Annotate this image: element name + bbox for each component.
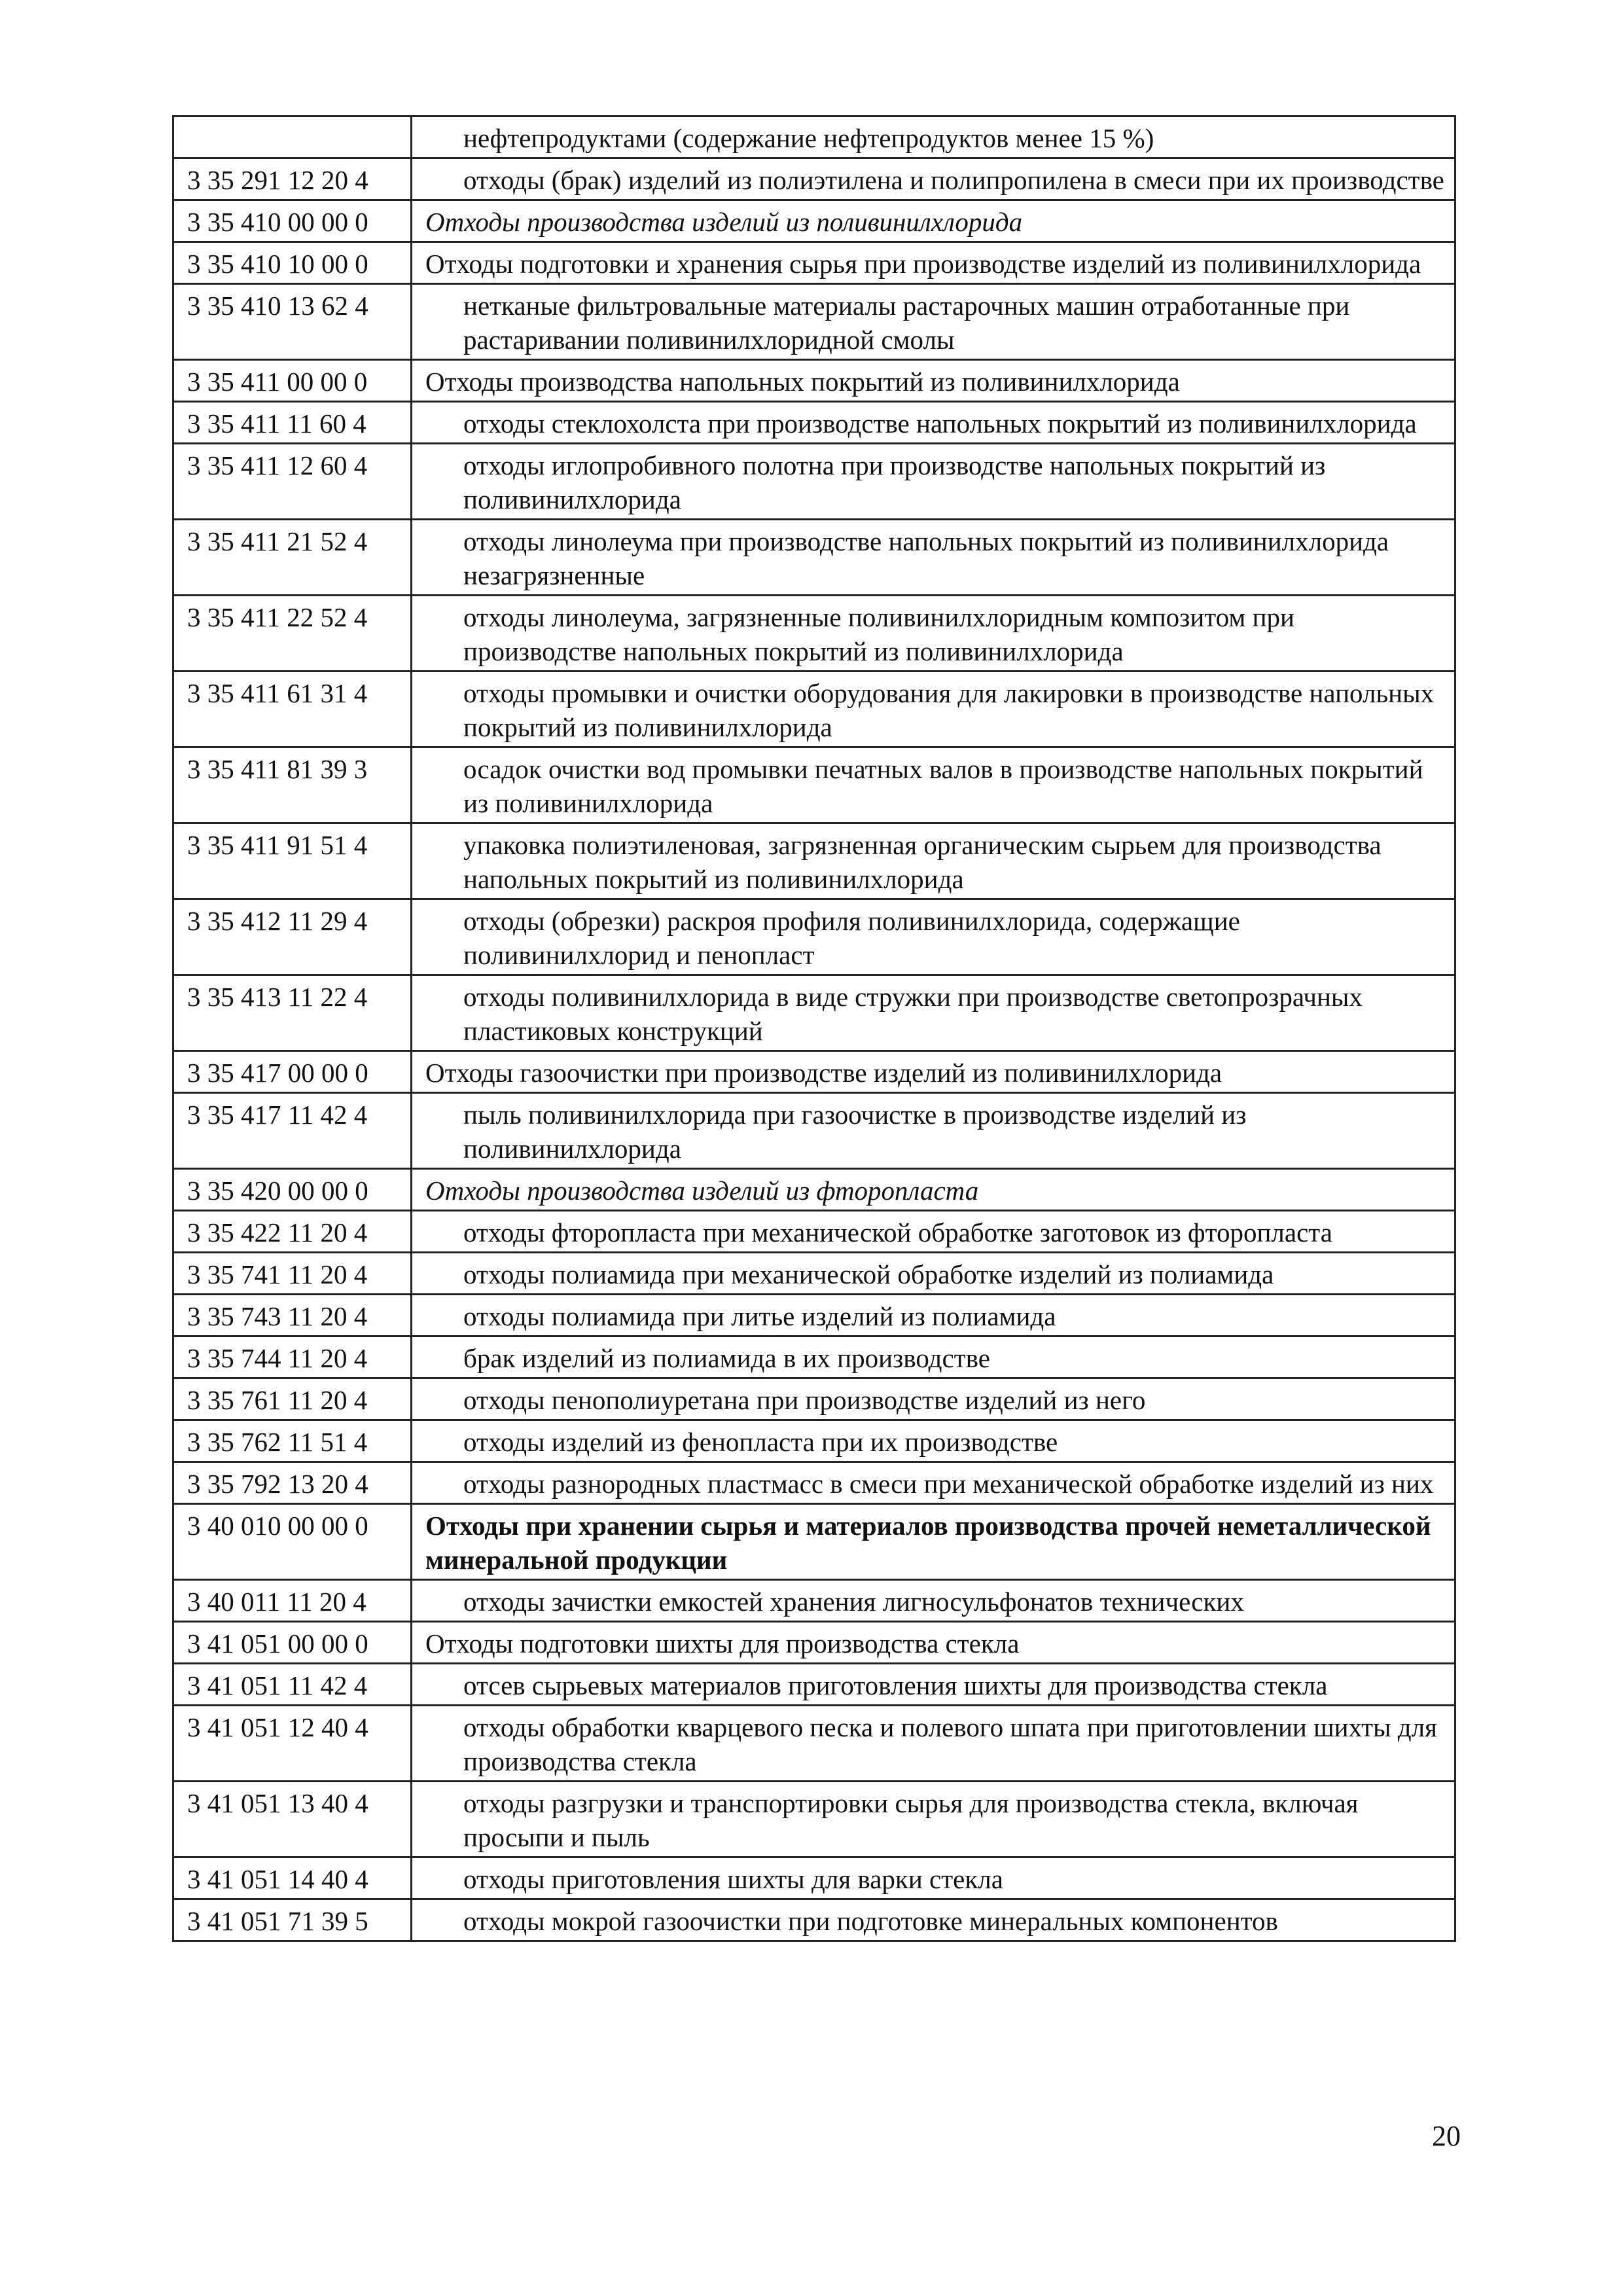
waste-description-cell: Отходы газоочистки при производстве изделий из поливинилхлорида (412, 1051, 1455, 1093)
table-row (173, 200, 1455, 242)
waste-description-cell: Отходы подготовки и хранения сырья при производстве изделий из поливинилхлорида (412, 242, 1455, 284)
waste-description-cell: отходы полиамида при механической обработке изделий из полиамида (412, 1253, 1455, 1295)
waste-description-cell: отсев сырьевых материалов приготовления шихты для производства стекла (412, 1664, 1455, 1706)
waste-description-cell: нефтепродуктами (содержание нефтепродуктов менее 15 %) (412, 117, 1455, 158)
table-row (173, 1295, 1455, 1336)
waste-code-cell: 3 35 420 00 00 0 (173, 1169, 412, 1211)
waste-description-cell: отходы изделий из фенопласта при их производстве (412, 1420, 1455, 1462)
waste-code-cell: 3 35 291 12 20 4 (173, 158, 412, 200)
table-row (173, 1336, 1455, 1378)
waste-description-cell: Отходы при хранении сырья и материалов производства прочей неметаллической минеральной продукции (412, 1504, 1455, 1580)
table-row (173, 1051, 1455, 1093)
waste-code-cell: 3 35 412 11 29 4 (173, 899, 412, 975)
waste-description-cell: осадок очистки вод промывки печатных валов в производстве напольных покрытий из поливинилхлорида (412, 747, 1455, 823)
table-row (173, 1857, 1455, 1899)
waste-description-cell: отходы поливинилхлорида в виде стружки при производстве светопрозрачных пластиковых конструкций (412, 975, 1455, 1051)
table-row (173, 1504, 1455, 1580)
waste-description-cell: Отходы производства изделий из фторопласта (412, 1169, 1455, 1211)
page-number: 20 (1432, 2120, 1461, 2152)
table-row (173, 747, 1455, 823)
waste-code-cell: 3 41 051 11 42 4 (173, 1664, 412, 1706)
table-row (173, 596, 1455, 672)
waste-description-cell: отходы фторопласта при механической обработке заготовок из фторопласта (412, 1211, 1455, 1253)
waste-description-cell: Отходы подготовки шихты для производства стекла (412, 1622, 1455, 1664)
table-row (173, 899, 1455, 975)
waste-classifier-table (172, 115, 1456, 1942)
table-row (173, 1462, 1455, 1504)
waste-code-cell: 3 35 411 91 51 4 (173, 823, 412, 899)
waste-code-cell: 3 35 422 11 20 4 (173, 1211, 412, 1253)
table-row (173, 284, 1455, 360)
waste-description-cell: отходы мокрой газоочистки при подготовке минеральных компонентов (412, 1899, 1455, 1941)
waste-description-cell: отходы промывки и очистки оборудования для лакировки в производстве напольных покрытий из поливинилхлорида (412, 672, 1455, 747)
waste-code-cell: 3 35 410 00 00 0 (173, 200, 412, 242)
waste-code-cell: 3 40 010 00 00 0 (173, 1504, 412, 1580)
table-row (173, 242, 1455, 284)
waste-code-cell: 3 35 744 11 20 4 (173, 1336, 412, 1378)
table-row (173, 520, 1455, 596)
waste-code-cell (173, 117, 412, 158)
waste-code-cell: 3 35 743 11 20 4 (173, 1295, 412, 1336)
waste-code-cell: 3 35 417 00 00 0 (173, 1051, 412, 1093)
waste-description-cell: отходы зачистки емкостей хранения лигносульфонатов технических (412, 1580, 1455, 1622)
waste-code-cell: 3 41 051 14 40 4 (173, 1857, 412, 1899)
table-row (173, 1211, 1455, 1253)
table-body (173, 117, 1455, 1941)
table-row (173, 823, 1455, 899)
waste-code-cell: 3 41 051 00 00 0 (173, 1622, 412, 1664)
waste-code-cell: 3 35 411 00 00 0 (173, 360, 412, 402)
table-row (173, 1706, 1455, 1782)
waste-description-cell: отходы обработки кварцевого песка и полевого шпата при приготовлении шихты для производства стекла (412, 1706, 1455, 1782)
waste-code-cell: 3 41 051 12 40 4 (173, 1706, 412, 1782)
table-row (173, 1378, 1455, 1420)
waste-description-cell: упаковка полиэтиленовая, загрязненная органическим сырьем для производства напольных покрытий из поливинилхлорида (412, 823, 1455, 899)
table-row (173, 444, 1455, 520)
waste-description-cell: отходы полиамида при литье изделий из полиамида (412, 1295, 1455, 1336)
waste-code-cell: 3 35 417 11 42 4 (173, 1093, 412, 1169)
waste-description-cell: Отходы производства напольных покрытий из поливинилхлорида (412, 360, 1455, 402)
waste-code-cell: 3 35 411 21 52 4 (173, 520, 412, 596)
waste-code-cell: 3 35 411 11 60 4 (173, 402, 412, 444)
waste-code-cell: 3 35 410 13 62 4 (173, 284, 412, 360)
table-row (173, 1253, 1455, 1295)
table-row (173, 1093, 1455, 1169)
table-row (173, 672, 1455, 747)
waste-description-cell: отходы (обрезки) раскроя профиля поливинилхлорида, содержащие поливинилхлорид и пенопласт (412, 899, 1455, 975)
table-row (173, 360, 1455, 402)
table-row (173, 117, 1455, 158)
table-row (173, 1622, 1455, 1664)
waste-code-cell: 3 35 411 22 52 4 (173, 596, 412, 672)
waste-description-cell: нетканые фильтровальные материалы растарочных машин отработанные при растаривании поливинилхлоридной смолы (412, 284, 1455, 360)
waste-code-cell: 3 35 411 61 31 4 (173, 672, 412, 747)
waste-description-cell: отходы линолеума, загрязненные поливинилхлоридным композитом при производстве напольных покрытий из поливинилхлорида (412, 596, 1455, 672)
table-row (173, 975, 1455, 1051)
waste-description-cell: пыль поливинилхлорида при газоочистке в производстве изделий из поливинилхлорида (412, 1093, 1455, 1169)
table-row (173, 1169, 1455, 1211)
waste-description-cell: отходы линолеума при производстве напольных покрытий из поливинилхлорида незагрязненные (412, 520, 1455, 596)
waste-description-cell: отходы (брак) изделий из полиэтилена и полипропилена в смеси при их производстве (412, 158, 1455, 200)
waste-code-cell: 3 40 011 11 20 4 (173, 1580, 412, 1622)
table-row (173, 1420, 1455, 1462)
waste-description-cell: Отходы производства изделий из поливинилхлорида (412, 200, 1455, 242)
table-row (173, 158, 1455, 200)
waste-description-cell: брак изделий из полиамида в их производстве (412, 1336, 1455, 1378)
table-row (173, 1899, 1455, 1941)
waste-description-cell: отходы приготовления шихты для варки стекла (412, 1857, 1455, 1899)
waste-code-cell: 3 35 792 13 20 4 (173, 1462, 412, 1504)
waste-code-cell: 3 35 411 12 60 4 (173, 444, 412, 520)
waste-code-cell: 3 35 413 11 22 4 (173, 975, 412, 1051)
table-row (173, 1782, 1455, 1857)
table-row (173, 1664, 1455, 1706)
table-row (173, 1580, 1455, 1622)
waste-description-cell: отходы стеклохолста при производстве напольных покрытий из поливинилхлорида (412, 402, 1455, 444)
waste-code-cell: 3 41 051 13 40 4 (173, 1782, 412, 1857)
waste-description-cell: отходы иглопробивного полотна при производстве напольных покрытий из поливинилхлорида (412, 444, 1455, 520)
waste-description-cell: отходы разгрузки и транспортировки сырья для производства стекла, включая просыпи и пыль (412, 1782, 1455, 1857)
waste-code-cell: 3 35 741 11 20 4 (173, 1253, 412, 1295)
waste-code-cell: 3 35 410 10 00 0 (173, 242, 412, 284)
waste-description-cell: отходы разнородных пластмасс в смеси при механической обработке изделий из них (412, 1462, 1455, 1504)
waste-code-cell: 3 35 762 11 51 4 (173, 1420, 412, 1462)
waste-description-cell: отходы пенополиуретана при производстве изделий из него (412, 1378, 1455, 1420)
table-row (173, 402, 1455, 444)
waste-code-cell: 3 41 051 71 39 5 (173, 1899, 412, 1941)
waste-code-cell: 3 35 761 11 20 4 (173, 1378, 412, 1420)
waste-code-cell: 3 35 411 81 39 3 (173, 747, 412, 823)
